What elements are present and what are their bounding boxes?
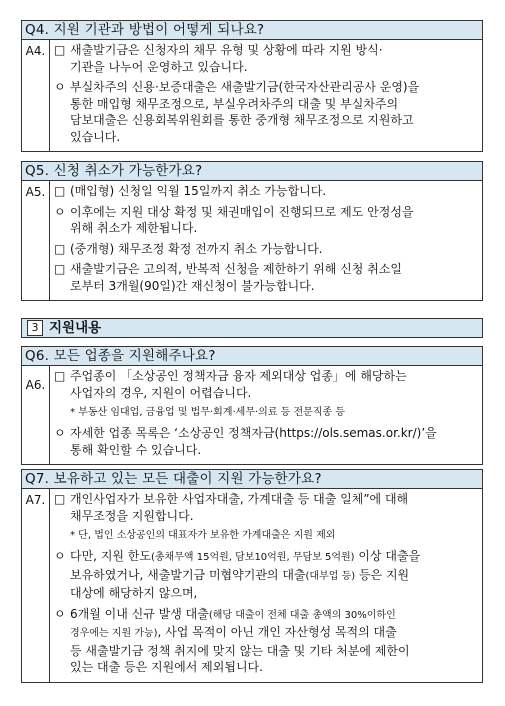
answer-line: 사업자의 경우, 지원이 어렵습니다. bbox=[70, 385, 252, 400]
answer-item bbox=[50, 204, 478, 237]
section-number: 3 bbox=[27, 320, 43, 336]
answer-item bbox=[50, 368, 478, 401]
question-title: Q4. 지원 기관과 방법이 어떻게 되나요? bbox=[22, 21, 482, 40]
answer-line: (중개형) 채무조정 확정 전까지 취소 가능합니다. bbox=[70, 241, 323, 256]
answer-item bbox=[50, 425, 478, 458]
answer-line bbox=[70, 548, 478, 567]
answer-line: 자세한 업종 목록은 ‘소상공인 정책자금(https://ols.semas.or.kr/)’을 bbox=[70, 426, 437, 440]
circle-bullet-icon: ㅇ bbox=[54, 204, 66, 219]
square-bullet-icon: □ bbox=[54, 492, 66, 506]
answer-line: 담보대출은 신용회복위원회를 통한 중개형 채무조정으로 지원하고 bbox=[70, 113, 414, 127]
answer-line: 새출발기금은 고의적, 반복적 신청을 제한하기 위해 신청 취소일 bbox=[70, 262, 402, 276]
section-heading bbox=[21, 318, 483, 338]
square-bullet-icon: □ bbox=[54, 184, 66, 198]
answer-line: 통해 확인할 수 있습니다. bbox=[70, 442, 202, 457]
square-bullet-icon: □ bbox=[54, 369, 66, 383]
answer-line: (매입형) 신청일 익월 15일까지 취소 가능합니다. bbox=[70, 184, 327, 198]
circle-bullet-icon: ㅇ bbox=[54, 426, 66, 440]
question-title: Q6. 모든 업종을 지원해주나요? bbox=[22, 347, 482, 366]
answer-item bbox=[50, 261, 478, 294]
answer-item bbox=[50, 241, 478, 258]
text-run: 6개월 이내 신규 발생 대출 bbox=[70, 606, 209, 621]
answer-line: 이후에는 지원 대상 확정 및 채권매입이 진행되므로 제도 안정성을 bbox=[70, 204, 414, 219]
faq-q7 bbox=[21, 469, 483, 683]
text-run: 보유하였거나, 새출발기금 미협약기관의 대출 bbox=[70, 567, 306, 582]
square-bullet-icon: □ bbox=[54, 262, 66, 276]
square-bullet-icon: □ bbox=[54, 43, 66, 57]
answer-item bbox=[50, 548, 478, 602]
text-run: 등은 지원 bbox=[355, 567, 410, 582]
answer-line: 위해 취소가 제한됩니다. bbox=[70, 221, 198, 235]
text-run: 이상 대출을 bbox=[354, 549, 421, 563]
answer-line bbox=[70, 624, 478, 643]
answer-item bbox=[50, 79, 478, 145]
question-title: Q5. 신청 취소가 가능한가요? bbox=[22, 162, 482, 181]
answer-label: A5. bbox=[22, 181, 50, 300]
text-run: 다만, 지원 한도 bbox=[70, 549, 151, 563]
answer-line: 기관을 나누어 운영하고 있습니다. bbox=[70, 59, 248, 74]
faq-q5 bbox=[21, 161, 483, 301]
answer-line: 부실차주의 신용·보증대출은 새출발기금(한국자산관리공사 운영)을 bbox=[70, 80, 420, 94]
answer-line: 있습니다. bbox=[70, 129, 121, 144]
footnote: * 단, 법인 소상공인의 대표자가 보유한 가계대출은 지원 제외 bbox=[70, 530, 336, 541]
circle-bullet-icon: ㅇ bbox=[54, 606, 66, 621]
answer-label: A4. bbox=[22, 40, 50, 151]
answer-line: 있는 대출 등은 지원에서 제외됩니다. bbox=[70, 660, 263, 674]
answer-line: 개인사업자가 보유한 사업자대출, 가계대출 등 대출 일체”에 대해 bbox=[70, 492, 409, 506]
square-bullet-icon: □ bbox=[54, 241, 66, 256]
answer-item bbox=[50, 42, 478, 75]
footnote: * 부동산 임대업, 금융업 및 법무·회계·세무·의료 등 전문직종 등 bbox=[70, 407, 345, 418]
answer-item bbox=[50, 606, 478, 676]
answer-line: 주업종이 「소상공인 정책자금 융자 제외대상 업종」에 해당하는 bbox=[70, 369, 407, 383]
answer-line bbox=[70, 567, 478, 586]
answer-label: A6. bbox=[22, 366, 50, 464]
circle-bullet-icon: ㅇ bbox=[54, 549, 66, 563]
text-run-small: (해당 대출이 전체 대출 총액의 30%이하인 bbox=[208, 609, 396, 621]
question-title: Q7. 보유하고 있는 모든 대출이 지원 가능한가요? bbox=[22, 470, 482, 489]
section-title: 지원내용 bbox=[49, 320, 102, 336]
answer-line: 통한 매입형 채무조정으로, 부실우려차주의 대출 및 부실차주의 bbox=[70, 96, 399, 111]
answer-item bbox=[50, 491, 478, 524]
answer-label: A7. bbox=[22, 489, 50, 682]
text-run-small: (대부업 등) bbox=[305, 570, 356, 582]
text-run-small: 경우에는 지원 가능) bbox=[70, 628, 158, 639]
answer-line bbox=[70, 606, 478, 625]
faq-q6 bbox=[21, 346, 483, 465]
answer-line: 대상에 해당하지 않으며, bbox=[70, 586, 198, 600]
answer-line: 등 새출발기금 정책 취지에 맞지 않는 대출 및 기타 처분에 제한이 bbox=[70, 643, 410, 658]
answer-item bbox=[50, 183, 478, 200]
answer-line: 새출발기금은 신청자의 채무 유형 및 상황에 따라 지원 방식· bbox=[70, 43, 383, 57]
faq-q4 bbox=[21, 20, 483, 152]
text-run-small: (총채무액 15억원, 담보10억원, 무담보 5억원) bbox=[151, 552, 355, 563]
answer-line: 로부터 3개월(90일)간 재신청이 불가능합니다. bbox=[70, 278, 315, 293]
circle-bullet-icon: ㅇ bbox=[54, 80, 66, 94]
answer-line: 채무조정을 지원합니다. bbox=[70, 508, 194, 523]
text-run: , 사업 목적이 아닌 개인 자산형성 목적의 대출 bbox=[157, 625, 397, 639]
